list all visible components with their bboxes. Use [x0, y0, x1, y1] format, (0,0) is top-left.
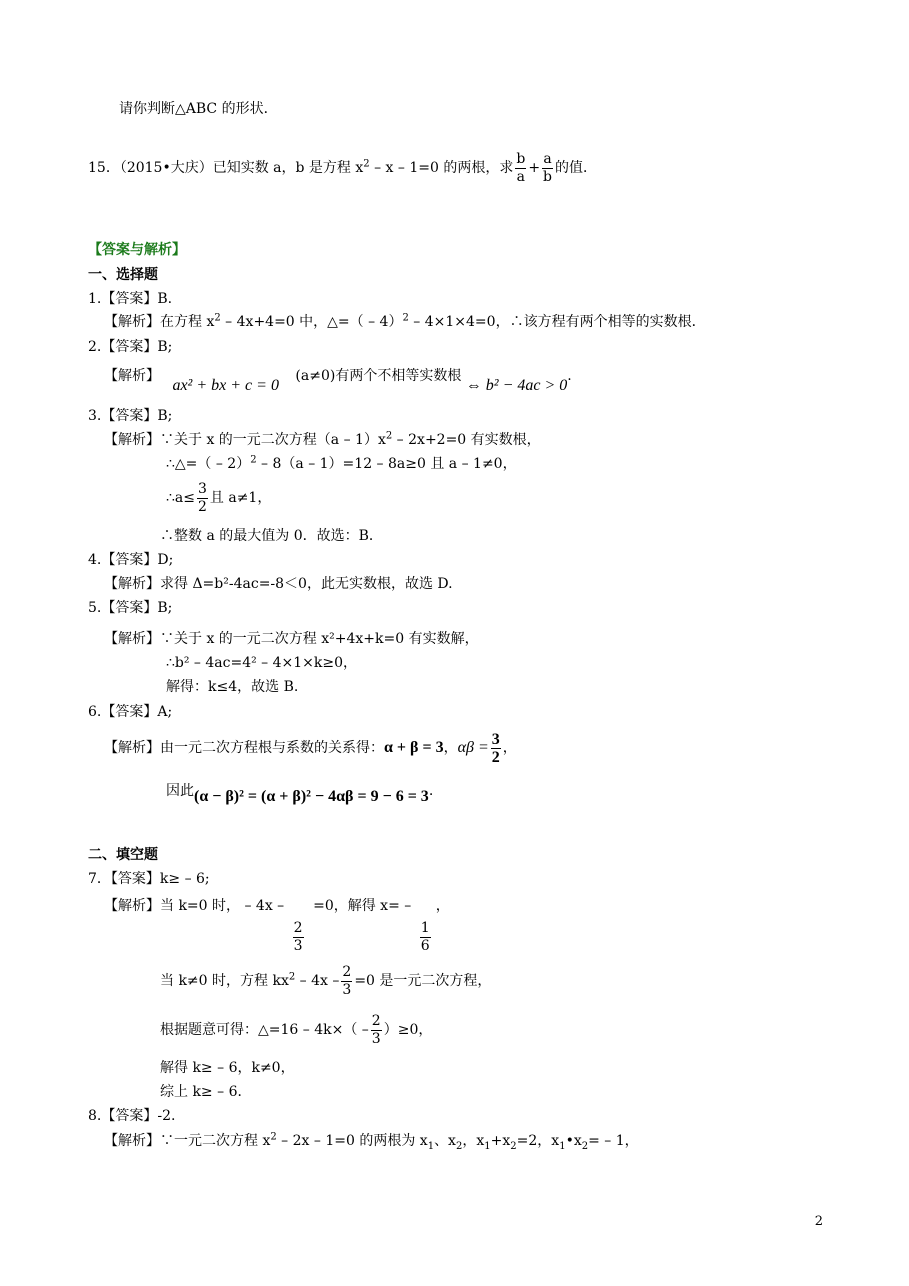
section-fill-title: 二、填空题 — [88, 847, 158, 863]
section-choice-title: 一、选择题 — [88, 267, 158, 283]
explain-3-line1: 【解析】∵关于 x 的一元二次方程$(a - 1)x^2 - 2x+2=0$ 有实数根， — [104, 430, 541, 448]
explain-5-line2: ∴b² – 4ac=4² – 4×1×k≥0， — [166, 655, 358, 671]
explain-1: 【解析】在方程 $x^2 - 4x+4=0$ 中，△=（ – 4）$^2$ – 4×1×4=0，∴该方程有两个相等的实数根． — [104, 312, 706, 330]
q14-tail: 请你判断△ABC 的形状． — [119, 101, 278, 117]
fraction-3-over-2: $\frac{3}{2}$ — [197, 480, 207, 515]
explain-6-line2: 因此(α − β)² = (α + β)² − 4αβ = 9 − 6 = 3. — [166, 783, 434, 805]
explain-3-line3: ∴a≤ $\frac{3}{2}$ 且 a≠1， — [166, 480, 272, 515]
answer-1: 1.【答案】B. — [88, 291, 173, 307]
explain-3-line2: ∴△=（ – 2）$^2$ – 8（a – 1）=12 – 8a≥0 且 a – 1≠0， — [166, 454, 517, 472]
explain-7-line2: 当 k≠0 时，方程 $kx^2 - 4x$ – $\frac{2}{3}$ =0 是一元二次方程， — [160, 963, 492, 998]
answers-heading: 【答案与解析】 — [88, 242, 186, 258]
fraction-b-over-a: $\frac{b}{a}$ — [516, 150, 526, 185]
explain-7-line5: 综上 k≥ – 6． — [160, 1084, 252, 1100]
explain-6-line1: 【解析】由一元二次方程根与系数的关系得：α + β = 3，αβ = $\frac{3}{2}$ ， — [104, 730, 517, 766]
fraction-a-over-b: $\frac{a}{b}$ — [543, 150, 553, 185]
explain-7-line4: 解得 k≥ – 6，k≠0， — [160, 1060, 295, 1076]
answer-2: 2.【答案】B; — [88, 339, 173, 355]
explain-8: 【解析】∵一元二次方程 $x^2 - 2x - 1=0$ 的两根为 $x_1$、$x_2$，$x_1+x_2=2$，$x_1•x_2= - 1$， — [104, 1131, 639, 1152]
explain-2: 【解析】 ax² + bx + c = 0 (a≠0)有两个不相等实数根 ⇔ b² − 4ac > 0. — [104, 368, 572, 394]
explain-5-line3: 解得：k≤4，故选 B. — [166, 679, 299, 695]
explain-7-line3: 根据题意可得：△=16 – 4k×（ – $\frac{2}{3}$ ）≥0， — [160, 1012, 433, 1047]
answer-3: 3.【答案】B; — [88, 408, 173, 424]
answer-5: 5.【答案】B; — [88, 600, 173, 616]
explain-5-line1: 【解析】∵关于 x 的一元二次方程 x²+4x+k=0 有实数解， — [104, 631, 479, 647]
explain-3-line4: ∴整数 a 的最大值为 0．故选：B． — [160, 528, 383, 544]
fraction-2-over-3: $\frac{2}{3}$ — [371, 1012, 381, 1047]
question-15: 15．（2015•大庆）已知实数 a，b 是方程 $x^2 - x - 1=0$ 的两根，求 $\frac{b}{a}$ + $\frac{a}{b}$ 的值． — [88, 150, 598, 185]
fraction-2-over-3: $\frac{2}{3}$ — [342, 963, 352, 998]
answer-7: 7．【答案】k≥ – 6; — [88, 871, 210, 887]
fraction-3-over-2: $\frac{3}{2}$ — [491, 730, 500, 766]
answer-4: 4.【答案】D; — [88, 552, 174, 568]
answer-6: 6.【答案】A; — [88, 704, 173, 720]
fraction-2-over-3: $\frac{2}{3}$ — [293, 920, 303, 954]
fraction-1-over-6: $\frac{1}{6}$ — [420, 920, 430, 954]
page-number: 2 — [814, 1214, 823, 1229]
explain-4: 【解析】求得 Δ=b²-4ac=-8＜0，此无实数根，故选 D. — [104, 576, 453, 592]
answer-8: 8.【答案】-2. — [88, 1108, 176, 1124]
explain-7-line1: 【解析】当 k=0 时， – 4x – $\frac{2}{3}$ =0，解得 x= – $\frac{1}{6}$ ， — [104, 898, 450, 954]
